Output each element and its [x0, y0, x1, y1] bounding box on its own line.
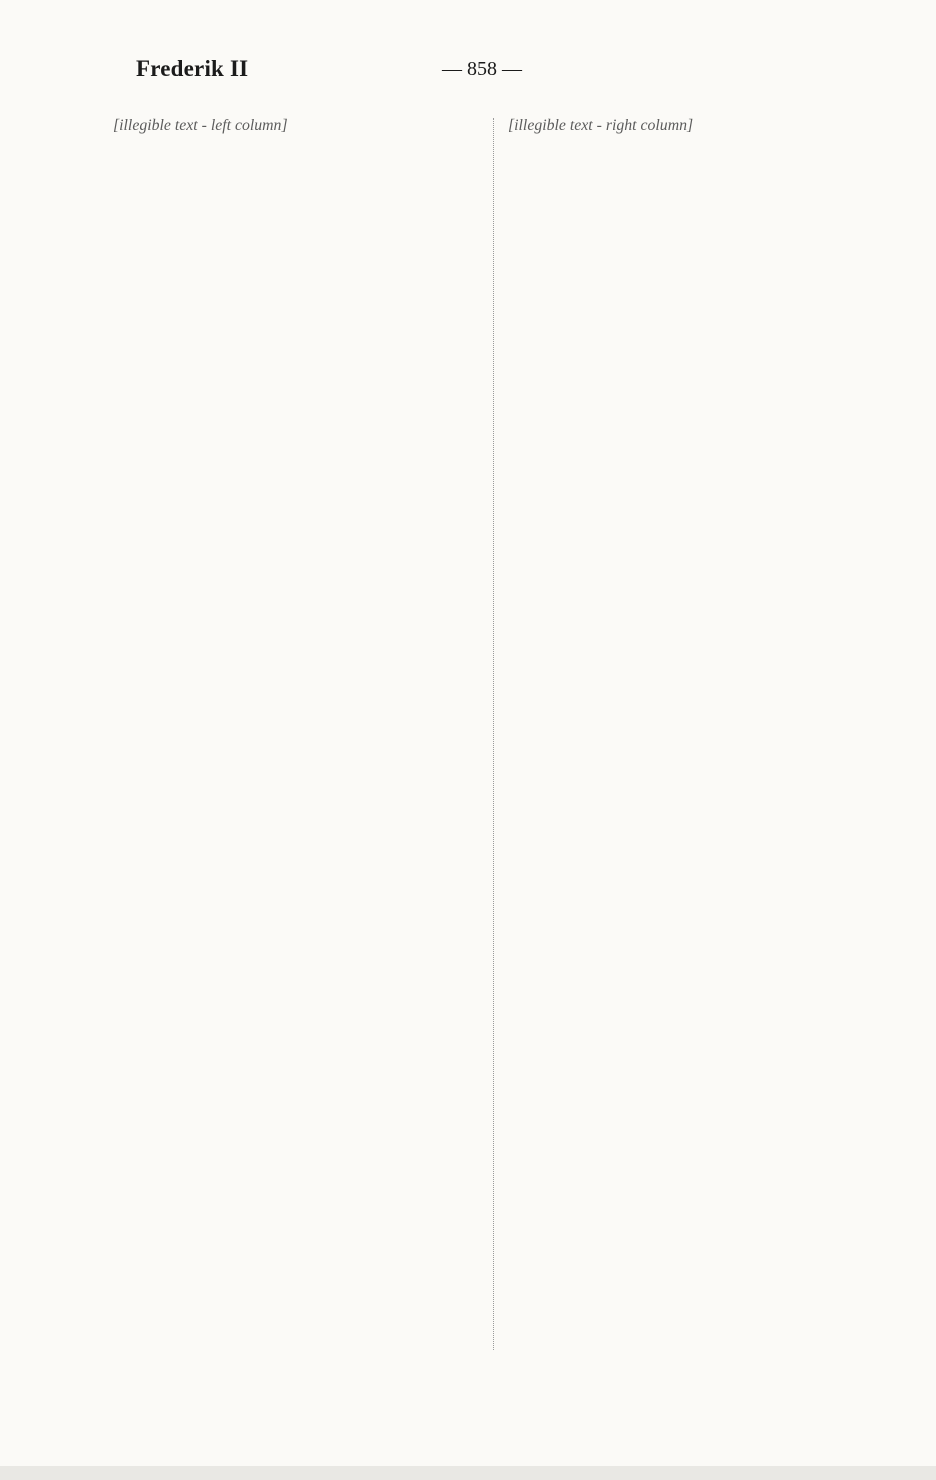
column-divider — [493, 118, 494, 1350]
page-number: — 858 — — [442, 58, 522, 80]
left-column-text: [illegible text - left column] — [113, 117, 288, 134]
right-column-text: [illegible text - right column] — [508, 117, 694, 134]
running-title: Frederik II — [136, 56, 249, 81]
left-column — [113, 116, 485, 1236]
scan-bottom-edge — [0, 1466, 936, 1480]
right-column — [508, 116, 880, 1236]
page-header — [0, 52, 936, 92]
